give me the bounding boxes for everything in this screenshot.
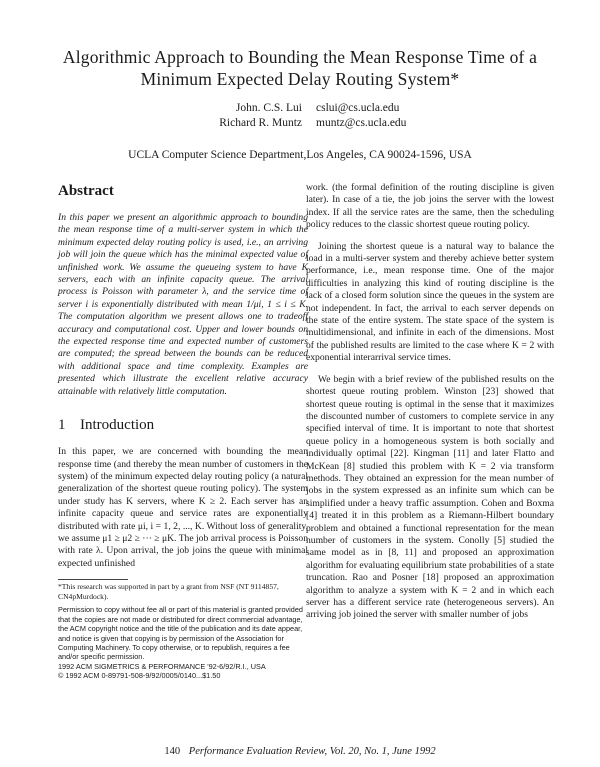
body-paragraph: Joining the shortest queue is a natural way to balance the load in a multi-server system and thereby achieve better system performance, i.e., mean response time. One of the major difficulties in analyzing this kind of routing discipline is the lack of a closed form solution since the queues in the system are not independent. In fact, the arrival to each server depends on the state of the entire system. The state space of the system is multidimensional, and infinite in each of the dimensions. Most of the published results are limited to the case where K = 2 with exponential interarrival service times. — [306, 240, 554, 364]
section-number: 1 — [58, 417, 66, 434]
author-row — [190, 101, 430, 116]
copyright-line: 1992 ACM SIGMETRICS & PERFORMANCE '92-6/92/R.I., USA — [58, 661, 266, 671]
body-paragraph: We begin with a brief review of the published results on the shortest queue routing problem. Winston [23] showed that shortest queue routing is optimal in the sense that it maximizes the discounted number of customers to complete service in any specified interval of time. It is important to note that shortest queue policy in a homogeneous system is both socially and individually optimal [22]. Kingman [11] and later Flatto and McKean [8] studied this problem with K = 2 via transform methods. They obtained an expression for the mean number of jobs in the system expressed as an infinite sum which can be simplified under a heavy traffic assumption. Cohen and Boxma [4] treated it in this problem as a Riemann-Hilbert boundary problem and obtained a functional representation for the mean number of customers in the system. Conolly [5] studied the same model as in [8, 11] and proposed an approximation algorithm for evaluating equilibrium state probabilities of a state truncation. Rao and Posner [18] proposed an approximation algorithm to analyze a system with K = 2 and in which each server has a different service rate (heterogeneous servers). An arriving job joined the server with smaller number of jobs — [306, 373, 554, 621]
body-paragraph: work. (the formal definition of the routing discipline is given later). In case of a tie, the job joins the server with the lowest index. If all the service rates are the same, then the scheduling policy reduces to the classic shortest queue routing policy. — [306, 182, 554, 231]
affiliation: UCLA Computer Science Department,Los Angeles, CA 90024-1596, USA — [128, 149, 472, 161]
journal-citation: Performance Evaluation Review, Vol. 20, No. 1, June 1992 — [188, 746, 436, 757]
author-email: muntz@cs.ucla.edu — [316, 117, 407, 129]
footnote-divider — [58, 579, 128, 580]
author-email: cslui@cs.ucla.edu — [316, 102, 400, 114]
author-block — [190, 101, 430, 131]
permission-notice: Permission to copy without fee all or part of this material is granted provided that the copies are not made or distributed for direct commercial advantage, the ACM copyright notice and the title of the publication and its date appear, and notice is given that copying is by permission of the Association for Computing Machinery. To copy otherwise, or to republish, requires a fee and/or specific permission. — [58, 605, 303, 662]
page-footer — [0, 746, 600, 757]
copyright-line: © 1992 ACM 0-89791-508-9/92/0005/0140...$1.50 — [58, 671, 221, 681]
introduction-heading — [58, 416, 308, 434]
title-line-1: Algorithmic Approach to Bounding the Mean Response Time of a — [62, 47, 538, 67]
section-title: Introduction — [80, 417, 155, 434]
author-name: John. C.S. Lui — [235, 102, 302, 114]
right-column — [306, 182, 554, 631]
intro-paragraph: In this paper, we are concerned with bounding the mean response time (and thereby the mean number of customers in the system) of the minimum expected delay routing policy (a natural generalization of the shortest queue routing policy). The system under study has K servers, where K ≥ 2. Each server has an infinite capacity queue and service rates are exponentially distributed with rate μi, i = 1, 2, ..., K. Without loss of generality, we assume μ1 ≥ μ2 ≥ ··· ≥ μK. The job arrival process is Poisson with rate λ. Upon arrival, the job joins the queue with minimal expected unfinished — [58, 446, 308, 569]
funding-footnote: *This research was supported in part by a grant from NSF (NT 9114857, CN4pMurdock). — [58, 582, 279, 601]
abstract-heading: Abstract — [58, 183, 114, 199]
abstract-text: In this paper we present an algorithmic approach to bounding the mean response time of a multi-server system in which the minimum expected delay routing policy is used, i.e., an arriving job will join the queue which has the minimal expected value of unfinished work. We assume the queueing system to have K servers, each with an infinite capacity queue. The arrival process is Poisson with parameter λ, and the service time of server i is exponentially distributed with mean 1/μi, 1 ≤ i ≤ K. The computation algorithm we present allows one to tradeoff accuracy and computational cost. Upper and lower bounds on the expected response time and expected number of customers are computed; the spread between the bounds can be reduced with additional space and time complexity. Examples are presented which illustrate the excellent relative accuracy attainable with relatively little computation. — [58, 212, 308, 397]
title-line-2: Minimum Expected Delay Routing System* — [140, 69, 460, 89]
paper-title — [60, 46, 540, 90]
left-column — [58, 182, 308, 681]
author-name: Richard R. Muntz — [219, 117, 302, 129]
page-number: 140 — [164, 746, 181, 757]
author-row — [190, 116, 430, 131]
